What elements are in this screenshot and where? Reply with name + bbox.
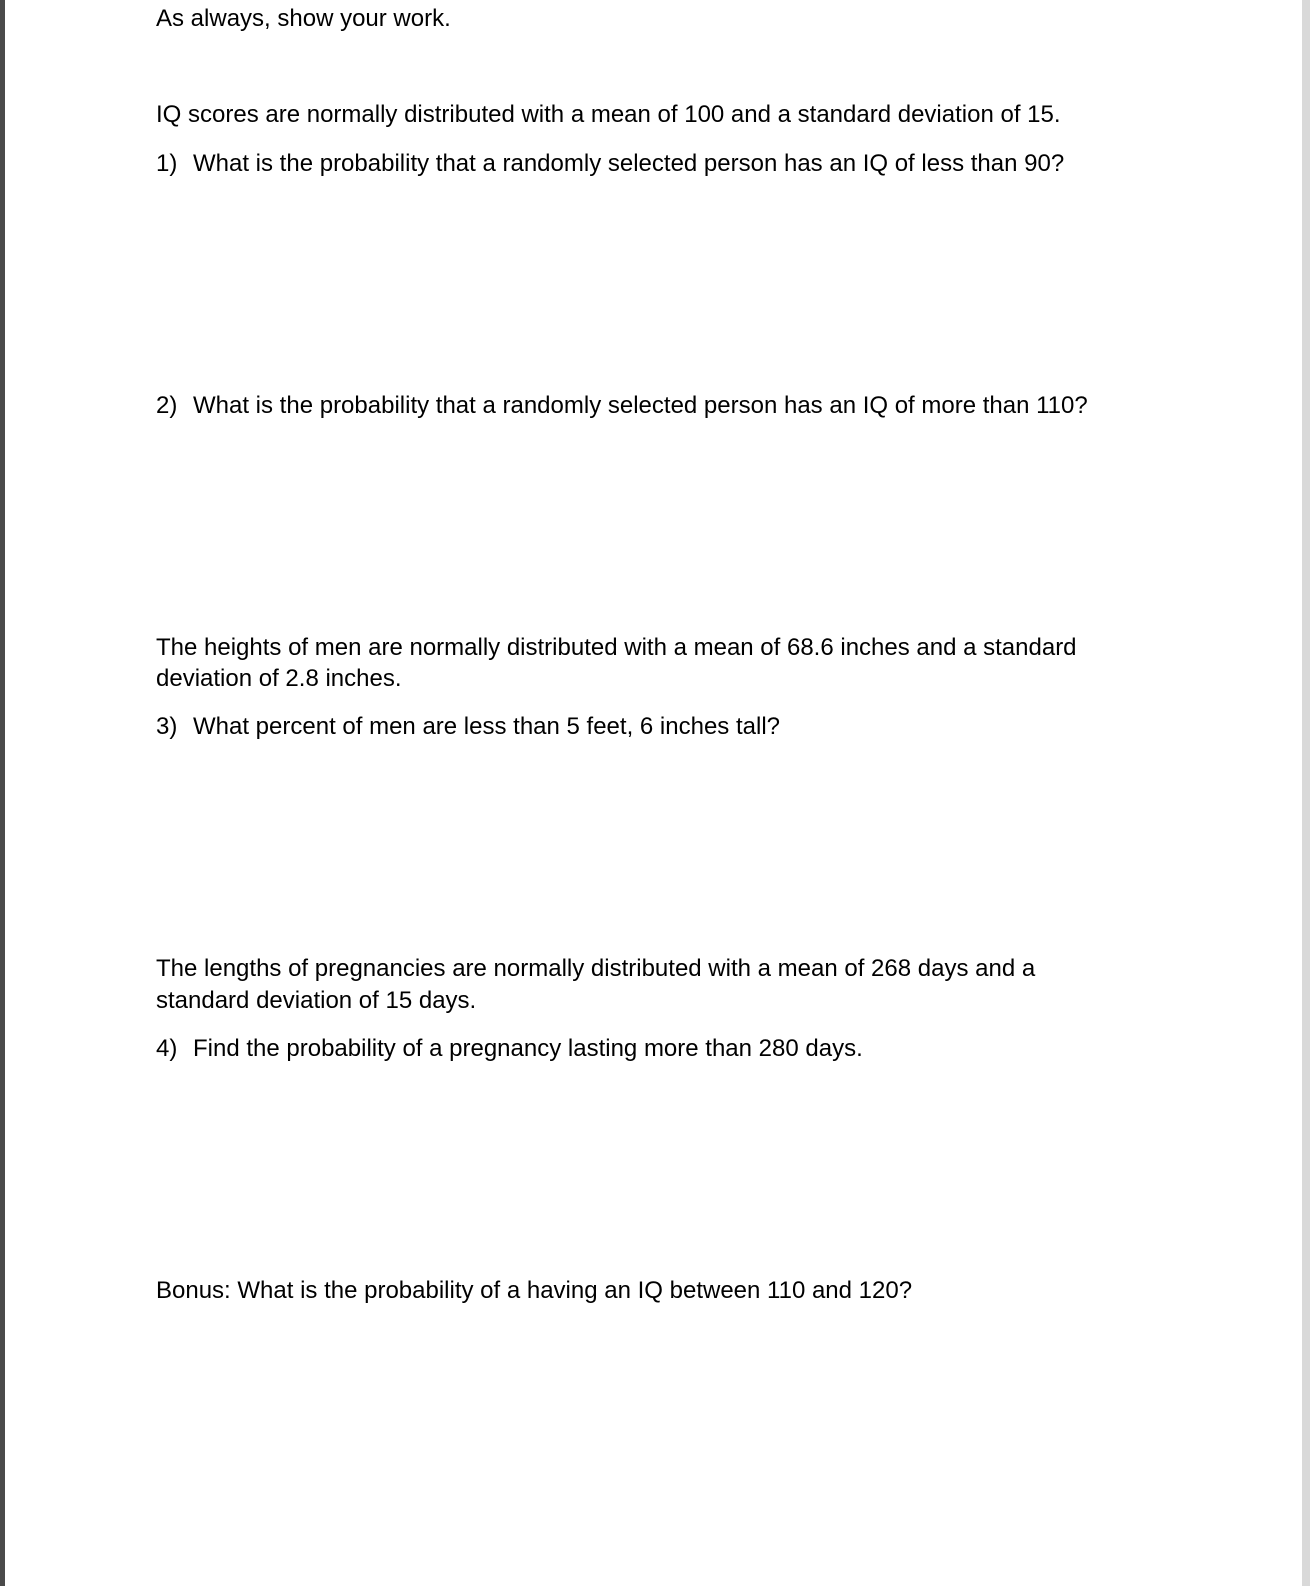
- heights-intro-line-2: deviation of 2.8 inches.: [156, 665, 402, 692]
- document-page: [5, 0, 1302, 1586]
- question-number: 3): [156, 713, 178, 740]
- question-text: Find the probability of a pregnancy lasting more than 280 days.: [193, 1035, 863, 1062]
- question-text: What percent of men are less than 5 feet, 6 inches tall?: [193, 713, 780, 740]
- instructions-text: As always, show your work.: [156, 5, 451, 32]
- bonus-question: Bonus: What is the probability of a having an IQ between 110 and 120?: [156, 1277, 913, 1304]
- question-2: [156, 390, 1088, 421]
- question-4: [156, 1033, 863, 1064]
- question-text: What is the probability that a randomly selected person has an IQ of less than 90?: [193, 150, 1065, 177]
- question-number: 1): [156, 150, 178, 177]
- viewer-scroll-gutter[interactable]: [1302, 0, 1310, 1586]
- pregnancy-intro-line-1: The lengths of pregnancies are normally distributed with a mean of 268 days and a: [156, 955, 1036, 982]
- pregnancy-intro-line-2: standard deviation of 15 days.: [156, 987, 477, 1014]
- question-1: [156, 148, 1064, 179]
- iq-intro-text: IQ scores are normally distributed with a mean of 100 and a standard deviation of 15.: [156, 101, 1061, 128]
- question-number: 2): [156, 392, 178, 419]
- question-text: What is the probability that a randomly selected person has an IQ of more than 110?: [193, 392, 1088, 419]
- heights-intro-line-1: The heights of men are normally distributed with a mean of 68.6 inches and a standard: [156, 634, 1077, 661]
- question-number: 4): [156, 1035, 178, 1062]
- question-3: [156, 711, 780, 742]
